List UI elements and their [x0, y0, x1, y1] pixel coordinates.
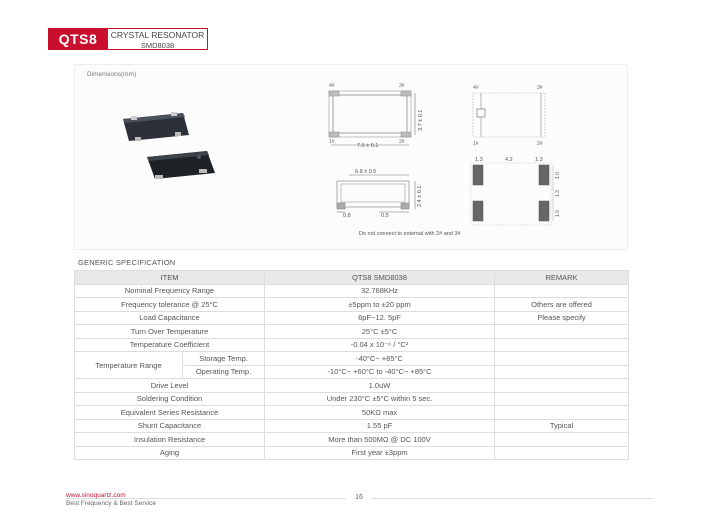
row-value: 25°C ±5°C — [265, 325, 495, 339]
table-row — [75, 338, 629, 352]
row-value: 32.768KHz — [265, 284, 495, 298]
top-view-drawing — [329, 91, 415, 145]
top-view-height: 3.7 ± 0.1 — [418, 109, 424, 131]
spec-heading: GENERIC SPECIFICATION — [78, 258, 176, 267]
header-value: QTS8 SMD8038 — [265, 271, 495, 285]
row-item: Aging — [75, 446, 265, 460]
top-view-pin2: 2# — [399, 139, 405, 145]
row-remark — [495, 284, 629, 298]
header-remark: REMARK — [495, 271, 629, 285]
side-view-drawing — [337, 175, 415, 212]
top-view-pin4: 4# — [329, 83, 335, 89]
table-row — [75, 446, 629, 460]
row-item: Soldering Condition — [75, 392, 265, 406]
row-value: 1.55 pF — [265, 419, 495, 433]
table-row — [75, 406, 629, 420]
dimension-drawings — [75, 65, 629, 251]
row-remark — [495, 392, 629, 406]
table-row — [75, 433, 629, 447]
row-item: Nominal Frequency Range — [75, 284, 265, 298]
pad-dim-v2: 1.3 — [555, 190, 561, 197]
title-box — [108, 28, 208, 50]
row-subitem: Operating Temp. — [183, 365, 265, 379]
row-value: -40°C~ +85°C — [265, 352, 495, 366]
dimensions-panel — [74, 64, 628, 250]
pin-schematic-drawing — [473, 93, 545, 137]
row-item: Turn Over Temperature — [75, 325, 265, 339]
brand-badge: QTS8 — [48, 28, 108, 50]
row-remark — [495, 352, 629, 366]
row-value: Under 230°C ±5°C within 5 sec. — [265, 392, 495, 406]
row-value: 6pF~12. 5pF — [265, 311, 495, 325]
table-row — [75, 352, 629, 366]
side-view-pad-left: 0.8 — [343, 213, 351, 219]
row-item: Temperature Coefficient — [75, 338, 265, 352]
row-value: More than 500MΩ @ DC 100V — [265, 433, 495, 447]
row-value: First year ±3ppm — [265, 446, 495, 460]
table-row — [75, 325, 629, 339]
side-view-width: 6.8 ± 0.5 — [355, 169, 377, 175]
product-model: SMD8038 — [140, 41, 175, 50]
table-row — [75, 298, 629, 312]
pad-dim-2: 4.2 — [505, 157, 513, 163]
table-row — [75, 419, 629, 433]
schematic-pin4: 4# — [473, 85, 479, 91]
product-title: CRYSTAL RESONATOR — [110, 30, 205, 40]
schematic-pin3: 3# — [537, 85, 543, 91]
row-item: Shunt Capacitance — [75, 419, 265, 433]
header-item: ITEM — [75, 271, 265, 285]
row-item: Insulation Resistance — [75, 433, 265, 447]
side-view-pad-right: 0.5 — [381, 213, 389, 219]
row-value: -10°C~ +60°C to -40°C~ +85°C — [265, 365, 495, 379]
spec-table — [74, 270, 629, 460]
row-item: Drive Level — [75, 379, 265, 393]
row-item: Load Capacitance — [75, 311, 265, 325]
pad-dim-3: 1.3 — [535, 157, 543, 163]
dimensions-label: Dimensions(mm) — [87, 71, 137, 78]
row-remark — [495, 406, 629, 420]
row-value: ±5ppm to ±20 ppm — [265, 298, 495, 312]
row-value: -0.04 x 10⁻⁶ / °C² — [265, 338, 495, 352]
row-remark: Typical — [495, 419, 629, 433]
row-remark — [495, 433, 629, 447]
row-item: Temperature Range — [75, 352, 183, 379]
table-row — [75, 284, 629, 298]
row-remark — [495, 365, 629, 379]
schematic-pin1: 1# — [473, 141, 479, 147]
table-row — [75, 311, 629, 325]
pad-dim-1: 1.3 — [475, 157, 483, 163]
pad-dim-v1: 1.0 — [555, 172, 561, 179]
row-value: 50KΩ max — [265, 406, 495, 420]
page-number: 16 — [346, 494, 372, 501]
row-subitem: Storage Temp. — [183, 352, 265, 366]
row-remark — [495, 338, 629, 352]
schematic-pin2: 2# — [537, 141, 543, 147]
top-view-pin3: 3# — [399, 83, 405, 89]
row-value: 1.0uW — [265, 379, 495, 393]
table-row — [75, 392, 629, 406]
pad-layout-drawing — [471, 163, 553, 225]
row-remark — [495, 379, 629, 393]
row-remark: Please specify — [495, 311, 629, 325]
side-view-height: 2.4 ± 0.1 — [417, 185, 423, 207]
row-remark — [495, 446, 629, 460]
table-row — [75, 379, 629, 393]
row-item: Frequency tolerance @ 25°C — [75, 298, 265, 312]
row-remark — [495, 325, 629, 339]
footer-slogan: Best Frequency & Best Service — [66, 500, 156, 507]
dimensions-note: Do not connect to external with 2# and 3# — [359, 231, 461, 237]
row-remark: Others are offered — [495, 298, 629, 312]
pad-dim-v3: 1.0 — [555, 210, 561, 217]
table-header-row — [75, 271, 629, 285]
product-photo — [123, 112, 215, 179]
top-view-pin1: 1# — [329, 139, 335, 145]
row-item: Equivalent Series Resistance — [75, 406, 265, 420]
top-view-width: 7.6 ± 0.1 — [357, 143, 379, 149]
footer-website-link[interactable]: www.sinoquartz.com — [66, 492, 126, 499]
